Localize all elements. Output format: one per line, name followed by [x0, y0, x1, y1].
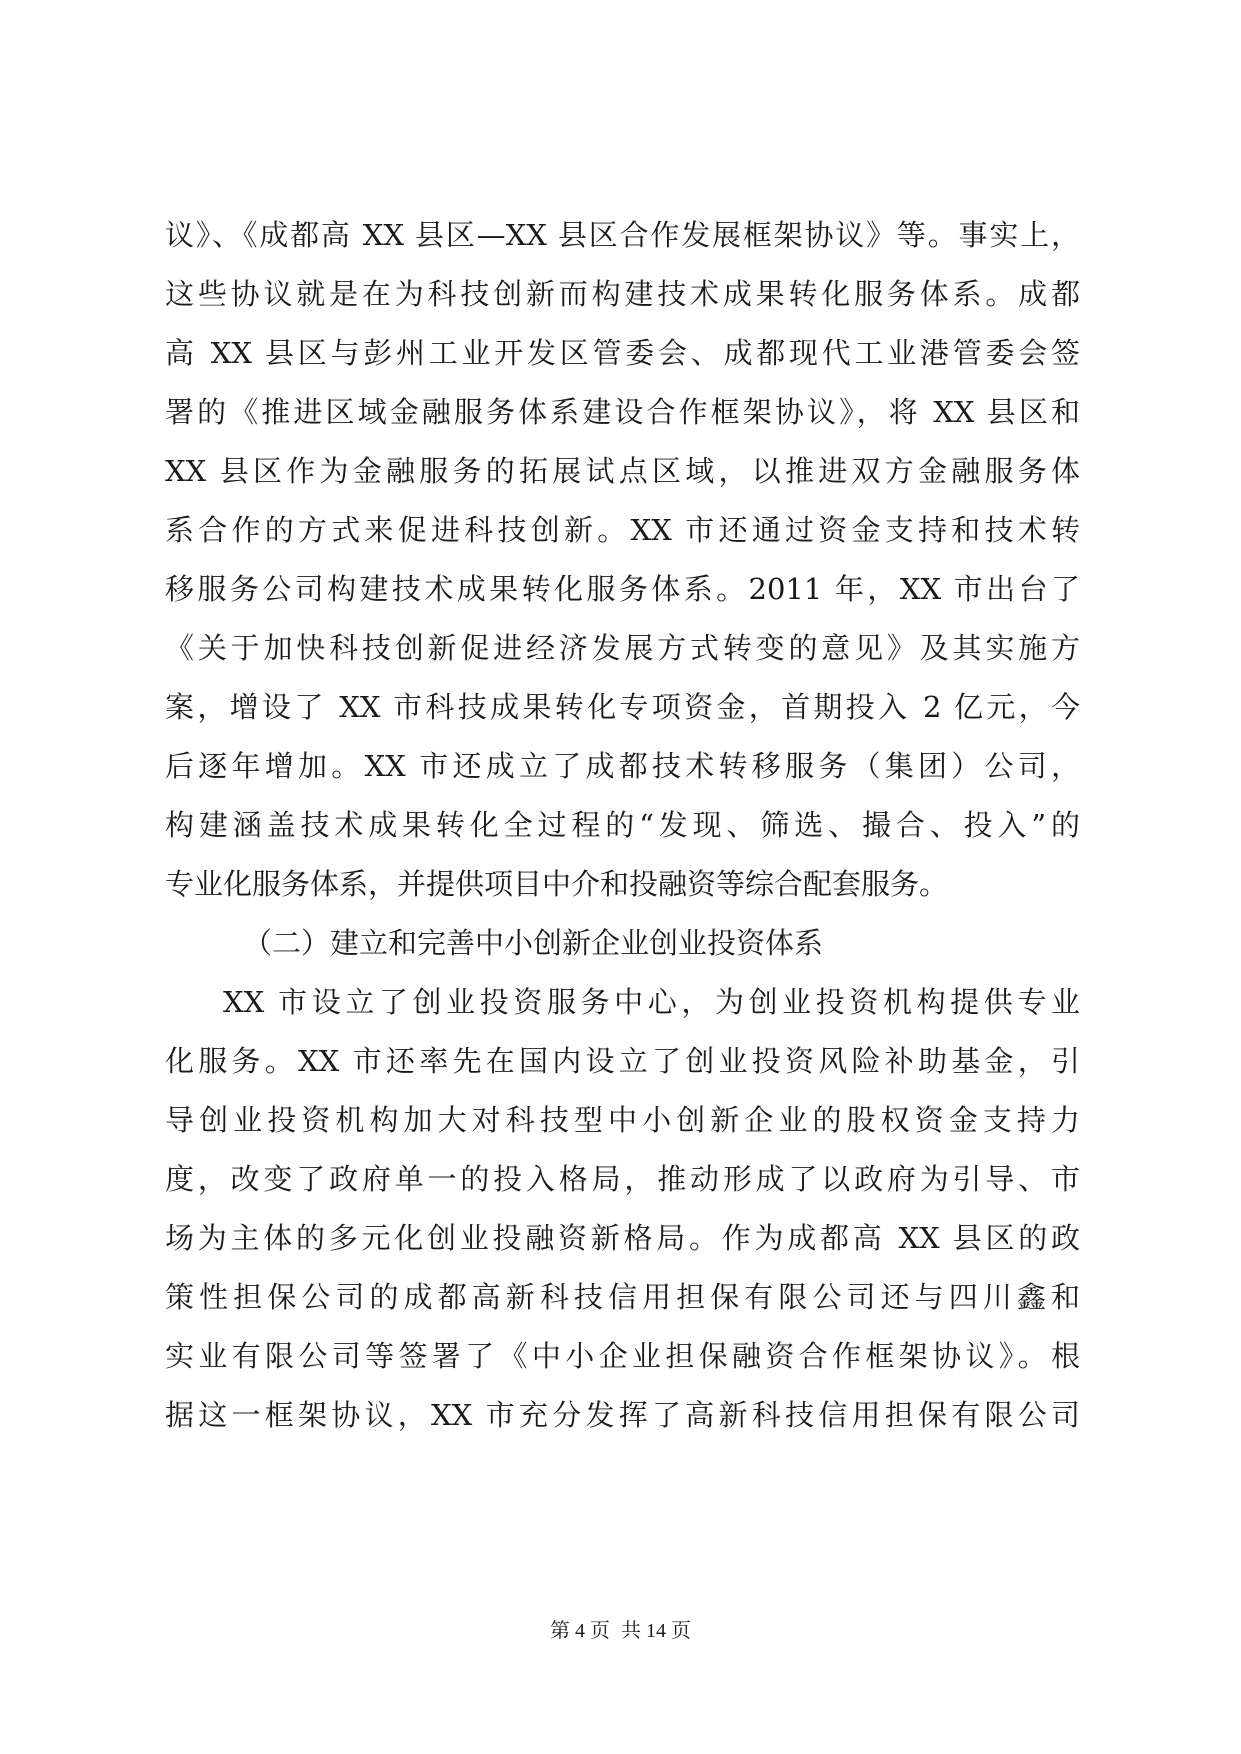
- paragraph-line: 构建涵盖技术成果转化全过程的“发现、筛选、撮合、投入”的: [165, 808, 1080, 842]
- paragraph-line: 系合作的方式来促进科技创新。XX 市还通过资金支持和技术转: [165, 513, 1080, 547]
- paragraph-line: 后逐年增加。XX 市还成立了成都技术转移服务（集团）公司，: [165, 749, 1080, 783]
- paragraph-line: 署的《推进区域金融服务体系建设合作框架协议》，将 XX 县区和: [165, 395, 1080, 429]
- document-body: [165, 206, 1080, 1445]
- paragraph-line: 场为主体的多元化创业投融资新格局。作为成都高 XX 县区的政: [165, 1221, 1080, 1255]
- paragraph-line: 移服务公司构建技术成果转化服务体系。2011 年，XX 市出台了: [165, 572, 1080, 606]
- paragraph-line: 高 XX 县区与彭州工业开发区管委会、成都现代工业港管委会签: [165, 336, 1080, 370]
- paragraph-line: XX 市设立了创业投资服务中心，为创业投资机构提供专业: [223, 985, 1080, 1019]
- paragraph-line: 案，增设了 XX 市科技成果转化专项资金，首期投入 2 亿元，今: [165, 690, 1080, 724]
- paragraph-line: 这些协议就是在为科技创新而构建技术成果转化服务体系。成都: [165, 277, 1080, 311]
- paragraph-line: XX 县区作为金融服务的拓展试点区域，以推进双方金融服务体: [165, 454, 1080, 488]
- paragraph-line: 据这一框架协议，XX 市充分发挥了高新科技信用担保有限公司: [165, 1398, 1080, 1432]
- paragraph-line: 议》、《成都高 XX 县区—XX 县区合作发展框架协议》等。事实上，: [165, 218, 1080, 252]
- paragraph-line: 专业化服务体系，并提供项目中介和投融资等综合配套服务。: [165, 867, 949, 901]
- paragraph-line: 度，改变了政府单一的投入格局，推动形成了以政府为引导、市: [165, 1162, 1080, 1196]
- paragraph-line: 策性担保公司的成都高新科技信用担保有限公司还与四川鑫和: [165, 1280, 1080, 1314]
- paragraph-line: 导创业投资机构加大对科技型中小创新企业的股权资金支持力: [165, 1103, 1080, 1137]
- page-number: 第 4 页: [550, 1620, 610, 1642]
- paragraph-line: 实业有限公司等签署了《中小企业担保融资合作框架协议》。根: [165, 1339, 1080, 1373]
- section-heading: （二）建立和完善中小创新企业创业投资体系: [243, 926, 824, 960]
- paragraph-line: 化服务。XX 市还率先在国内设立了创业投资风险补助基金，引: [165, 1044, 1080, 1078]
- page-footer: [0, 1614, 1241, 1643]
- paragraph-line: 《关于加快科技创新促进经济发展方式转变的意见》及其实施方: [165, 631, 1080, 665]
- page-total: 共 14 页: [621, 1620, 691, 1642]
